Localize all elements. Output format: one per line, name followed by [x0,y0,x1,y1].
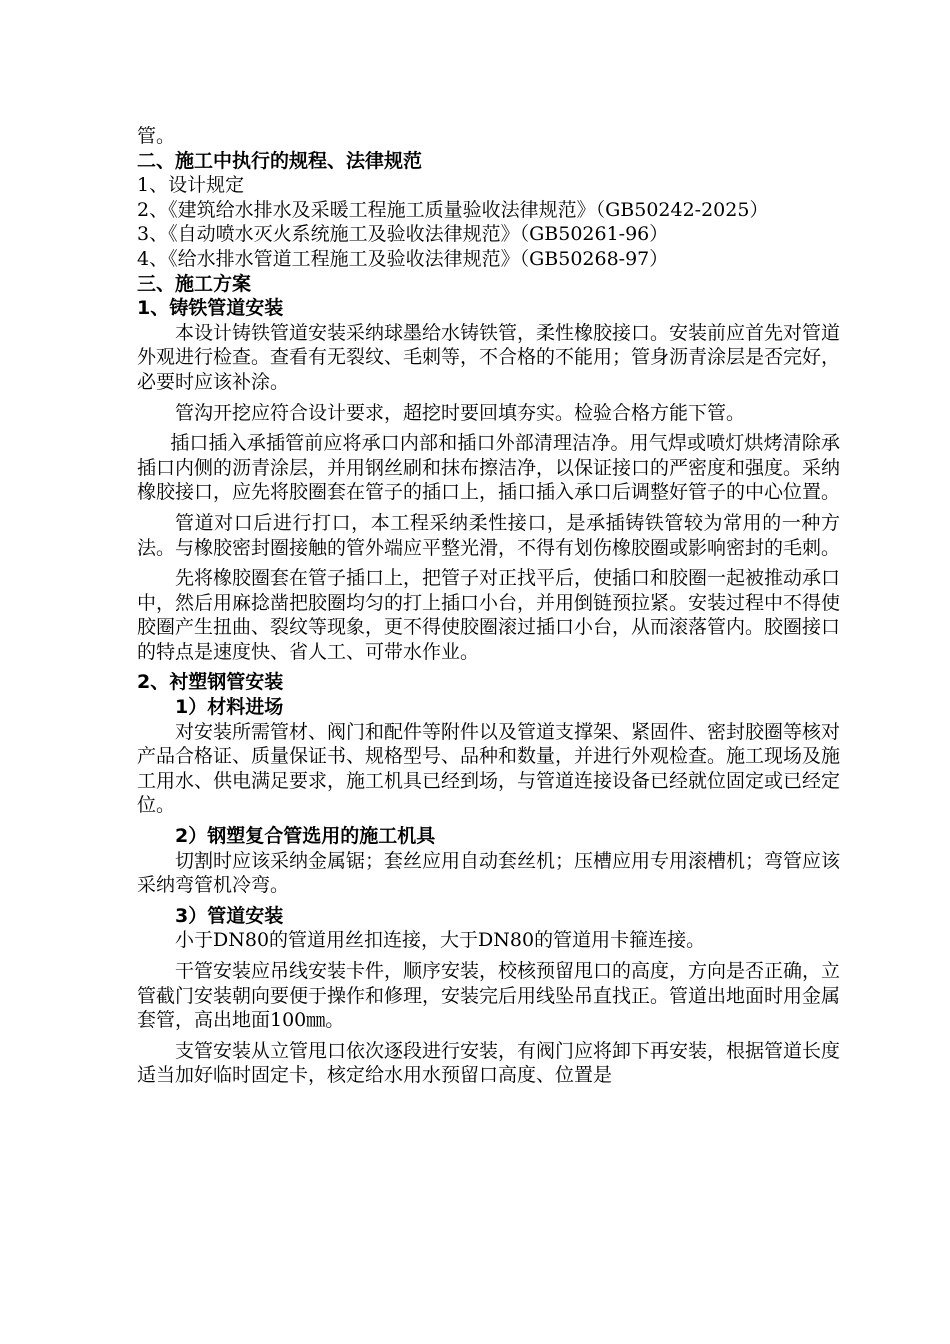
part-heading-cast-iron: 1、铸铁管道安装 [137,297,284,320]
paragraph: 支管安装从立管甩口依次逐段进行安装，有阀门应将卸下再安装，根据管道长度适当加好临时固定卡，核定给水用水预留口高度、位置是 [137,1039,841,1087]
paragraph: 干管安装应吊线安装卡件，顺序安装，校核预留甩口的高度，方向是否正确，立管截门安装朝向要便于操作和修理，安装完后用线坠吊直找正。管道出地面时用金属套管，高出地面100㎜。 [137,960,841,1032]
document-page [137,124,840,1094]
regulation-item: 2、《建筑给水排水及采暖工程施工质量验收法律规范》（GB50242-2025） [137,198,769,221]
subheading-tools: 2）钢塑复合管选用的施工机具 [175,825,436,848]
subheading-pipe-installation: 3）管道安装 [175,904,284,927]
lead-text: 管。 [137,125,176,147]
part-heading-lined-steel: 2、衬塑钢管安装 [137,671,284,694]
subheading-design-requirements: 1、设计规定 [137,174,245,197]
paragraph: 管沟开挖应符合设计要求，超挖时要回填夯实。检验合格方能下管。 [175,401,746,424]
subheading-materials: 1）材料进场 [175,696,284,719]
paragraph: 切割时应该采纳金属锯；套丝应用自动套丝机；压槽应用专用滚槽机；弯管应该采纳弯管机冷弯。 [137,849,841,897]
paragraph: 对安装所需管材、阀门和配件等附件以及管道支撑架、紧固件、密封胶圈等核对产品合格证、质量保证书、规格型号、品种和数量，并进行外观检查。施工现场及施工用水、供电满足要求，施工机具已经到场，与管道连接设备已经就位固定或已经定位。 [137,720,841,817]
paragraph: 小于DN80的管道用丝扣连接，大于DN80的管道用卡箍连接。 [175,929,706,952]
paragraph: 本设计铸铁管道安装采纳球墨给水铸铁管，柔性橡胶接口。安装前应首先对管道外观进行检查。查看有无裂纹、毛刺等，不合格的不能用；管身沥青涂层是否完好，必要时应该补涂。 [137,321,841,393]
paragraph: 先将橡胶圈套在管子插口上，把管子对正找平后，使插口和胶圈一起被推动承口中，然后用麻捻凿把胶圈均匀的打上插口小台，并用倒链预拉紧。安装过程中不得使胶圈产生扭曲、裂纹等现象，更不得使胶圈滚过插口小台，从而滚落管内。胶圈接口的特点是速度快、省人工、可带水作业。 [137,567,841,663]
section-heading-regulations: 二、施工中执行的规程、法律规范 [137,149,423,172]
section-heading-construction-plan: 三、施工方案 [137,272,252,295]
regulation-item: 4、《给水排水管道工程施工及验收法律规范》（GB50268-97） [137,247,669,270]
paragraph: 插口插入承插管前应将承口内部和插口外部清理洁净。用气焊或喷灯烘烤清除承插口内侧的沥青涂层，并用钢丝刷和抹布擦洁净，以保证接口的严密度和强度。采纳橡胶接口，应先将胶圈套在管子的插口上，插口插入承口后调整好管子的中心位置。 [137,432,841,504]
paragraph: 管道对口后进行打口，本工程采纳柔性接口，是承插铸铁管较为常用的一种方法。与橡胶密封圈接触的管外端应平整光滑，不得有划伤橡胶圈或影响密封的毛刺。 [137,511,841,559]
regulation-item: 3、《自动喷水灭火系统施工及验收法律规范》（GB50261-96） [137,223,669,246]
